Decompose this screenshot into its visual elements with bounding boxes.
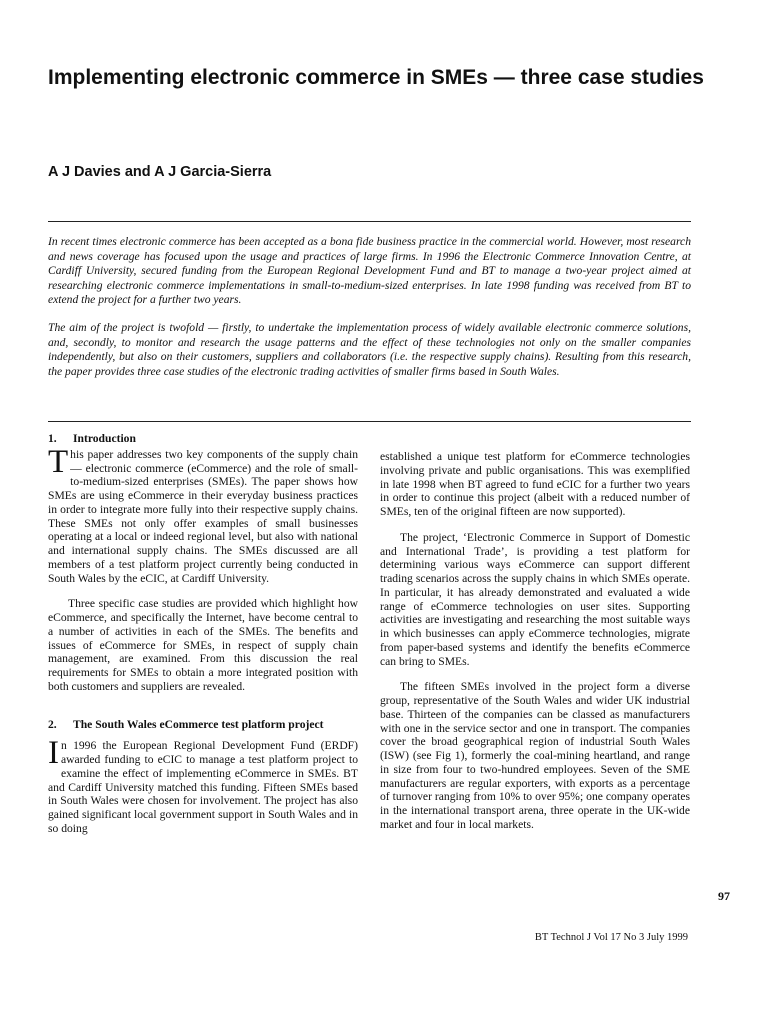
journal-footer: BT Technol J Vol 17 No 3 July 1999 — [534, 932, 688, 943]
body-paragraph: established a unique test platform for eCommerce technologies involving private and public organisations. This was exemplified in late 1998 when BT agreed to fund eCIC for a further two years in order to continue this project (albeit with a reduced number of SMEs, ten of the original fifteen are now supported). — [380, 450, 690, 518]
body-paragraph — [48, 443, 358, 586]
section-title: The South Wales eCommerce test platform project — [73, 717, 324, 731]
section-heading — [48, 718, 358, 732]
abstract-paragraph: The aim of the project is twofold — firstly, to undertake the implementation process of widely available electronic commerce solutions, and, secondly, to monitor and research the usage patterns and the effect of these technologies not only on the smaller companies independently, but also on their customers, suppliers and collaborators (i.e. the respective supply chains). Resulting from this research, the paper provides three case studies of the electronic trading activities of smaller firms based in South Wales. — [48, 320, 691, 378]
drop-cap: I — [48, 735, 59, 772]
bottom-divider — [48, 421, 691, 422]
section-title: Introduction — [73, 432, 136, 445]
left-column — [48, 432, 358, 836]
section-heading — [48, 432, 358, 446]
paragraph-text: n 1996 the European Regional Development Fund (ERDF) awarded funding to eCIC to manage a test platform project to examine the effect of implementing eCommerce in SMEs. BT and Cardiff University matched this funding. Fifteen SMEs based in South Wales were chosen for involvement. The project has also gained significant local government support in South Wales and in so doing — [48, 739, 358, 835]
top-divider — [48, 221, 691, 222]
paper-title: Implementing electronic commerce in SMEs — three case studies — [48, 66, 704, 89]
abstract-paragraph: In recent times electronic commerce has been accepted as a bona fide business practice in the commercial world. However, most research and news coverage has focused upon the usage and practices of large firms. In 1996 the Electronic Commerce Innovation Centre, at Cardiff University, secured funding from the European Regional Development Fund and BT to manage a two-year project aimed at researching electronic commerce implementations in small-to-medium-sized enterprises. In late 1998 funding was received from BT to extend the project for a further two years. — [48, 235, 691, 307]
page-number: 97 — [718, 889, 730, 903]
body-paragraph: The fifteen SMEs involved in the project form a diverse group, representative of the South Wales and wider UK industrial base. Thirteen of the companies can be classed as manufacturers with one in the service sector and one in transport. The companies cover the broad geographical region of industrial South Wales (ISW) (see Fig 1), formerly the coal-mining heartland, and range in size from four to two-hundred employees. Seven of the SME manufacturers are regular exporters, with exports as a percentage of turnover ranging from 10% to over 95%; one company operates in the international transport arena, three operate in the UK-wide market and four in local markets. — [380, 680, 690, 831]
body-paragraph: Three specific case studies are provided which highlight how eCommerce, and specifically the Internet, have become central to a number of activities in each of the SMEs. The benefits and issues of eCommerce for SMEs, in respect of supply chain management, are examined. From this discussion the real requirements for SMEs to obtain a more integrated position with both customers and suppliers are revealed. — [48, 597, 358, 693]
right-column — [380, 450, 690, 832]
body-paragraph: The project, ‘Electronic Commerce in Support of Domestic and International Trade’, is providing a test platform for determining various ways eCommerce can support different trading scenarios across the supply chains in which SMEs operate. In particular, it has already demonstrated and evaluated a wide range of eCommerce technologies on user sites. Supporting activities are investigating and researching the most suitable ways in which businesses can apply eCommerce technologies, migrate from paper-based systems and identify the benefits eCommerce can bring to SMEs. — [380, 530, 690, 668]
abstract — [48, 235, 691, 392]
section-number: 1. — [48, 432, 57, 445]
drop-cap: T — [48, 443, 69, 480]
body-paragraph — [48, 735, 358, 835]
paragraph-text: his paper addresses two key components of the supply chain — electronic commerce (eCommerce) and the role of small-to-medium-sized enterprises (SMEs). The paper shows how SMEs are using eCommerce in their everyday business practices in order to integrate more fully into their respective supply chains. These SMEs not only offer examples of small businesses operating at a local or indeed regional level, but also with national and international supply chains. The SMEs discussed are all members of a test platform project currently being conducted in South Wales by the eCIC, at Cardiff University. — [48, 447, 358, 585]
authors: A J Davies and A J Garcia-Sierra — [48, 164, 272, 180]
section-number: 2. — [48, 717, 57, 731]
